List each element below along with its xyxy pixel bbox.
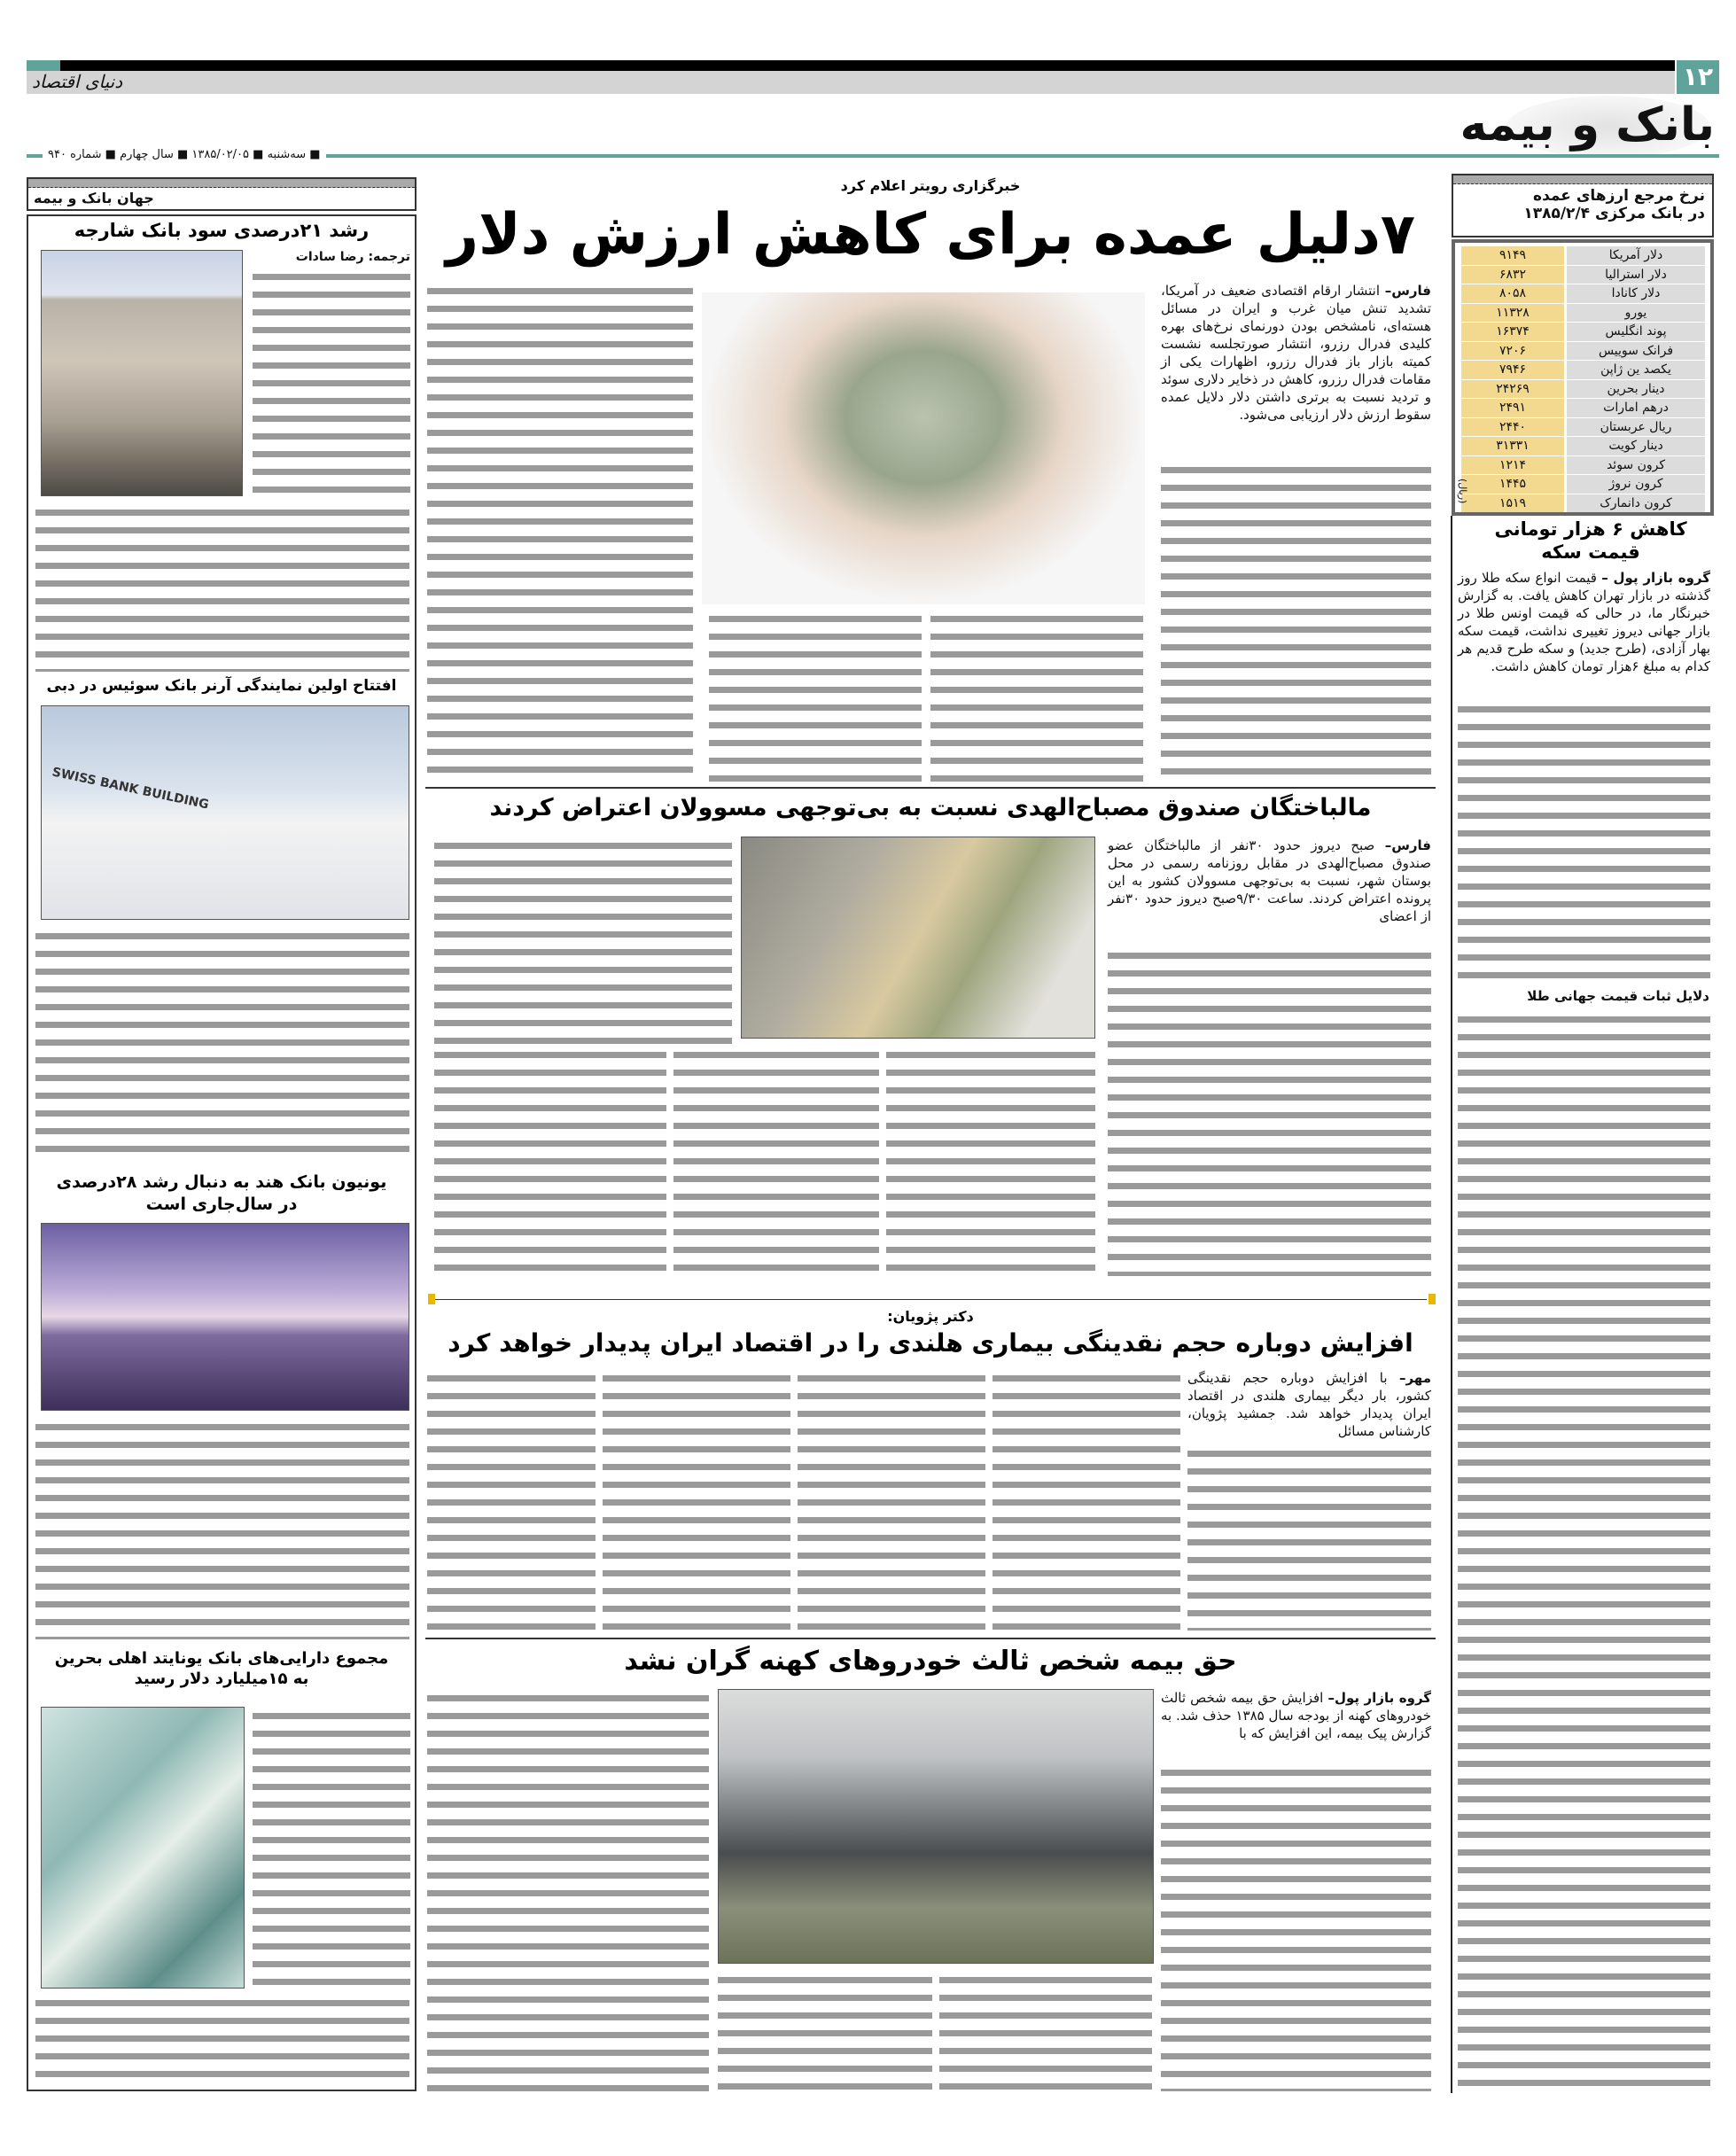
mesbah-lead (1108, 837, 1431, 925)
currency-row (1460, 246, 1705, 265)
mesbah-body-col5 (434, 1046, 666, 1276)
page-number: ۱۲ (1677, 60, 1719, 94)
coin-headline: کاهش ۶ هزار تومانی قیمت سکه (1494, 518, 1687, 563)
mesbah-lead-source: فارس– (1384, 837, 1431, 853)
world-a1-byline: ترجمه: رضا سادات (295, 250, 410, 264)
coin-body-text (1458, 700, 1710, 988)
sharjah-bank-building-photo (41, 250, 243, 496)
section-title: بانک و بیمه (1460, 98, 1715, 152)
insurance-body-col1 (1161, 1763, 1431, 2091)
world-a2-headline: افتتاح اولین نمایندگی آرنر بانک سوئیس در دبی (46, 677, 397, 695)
currency-value: ۱۲۱۴ (1461, 456, 1564, 475)
coin-lead (1458, 569, 1710, 675)
swiss-bank-building-photo (41, 705, 409, 920)
main-lead-source: فارس– (1384, 283, 1431, 299)
liquidity-top-rule (434, 1299, 1427, 1300)
world-a4-body (253, 1707, 410, 1989)
currency-row (1460, 437, 1705, 455)
liquidity-body-col4 (603, 1369, 790, 1631)
currency-name: فرانک سوییس (1567, 342, 1705, 361)
currency-name: دلار آمریکا (1567, 246, 1705, 265)
world-a3-body (35, 1418, 409, 1639)
main-body-col4 (427, 282, 693, 784)
insurance-top-rule (425, 1638, 1436, 1639)
issue-line: ■ سه‌شنبه ■ ۱۳۸۵/۰۲/۰۵ ■ سال چهارم ■ شماره ۹۴۰ (43, 146, 326, 164)
currency-row (1460, 456, 1705, 475)
world-section-header (27, 177, 416, 211)
mesbah-headline: مالباختگان صندوق مصباح‌الهدی نسبت به بی‌توجهی مسوولان اعتراض کردند (489, 794, 1372, 821)
liquidity-lead-text-2: جمشید پژویان، کارشناس مسائل (1187, 1405, 1431, 1439)
dollar-bills-photo (702, 292, 1145, 604)
liquidity-kicker: دکتر پژویان: (887, 1308, 974, 1325)
insurance-lead-text-2: به گزارش پیک بیمه، این افزایش که با (1161, 1708, 1431, 1741)
mesbah-body-col1 (1108, 946, 1431, 1276)
currency-row (1460, 323, 1705, 341)
mesbah-body-col2 (886, 1046, 1095, 1276)
currency-name: ریال عربستان (1567, 418, 1705, 437)
mesbah-top-rule (425, 787, 1436, 789)
currency-unit: (ریال) (1457, 478, 1468, 503)
currency-row (1460, 494, 1705, 513)
currency-row (1460, 380, 1705, 399)
world-section-title: جهان بانک و بیمه (34, 190, 154, 206)
swiss-bank-sign: SWISS BANK BUILDING (51, 765, 211, 813)
coin-lead-source: گروه بازار پول – (1601, 570, 1710, 586)
insurance-body-col4 (427, 1689, 709, 2091)
mesbah-lead-text-2: ساعت ۹/۳۰صبح دیروز حدود ۳۰نفر از اعضای (1108, 891, 1431, 924)
currency-name: دلار استرالیا (1567, 266, 1705, 284)
main-body-col1 (1161, 461, 1431, 784)
currency-name: یکصد ین ژاپن (1567, 361, 1705, 379)
currency-name: درهم امارات (1567, 399, 1705, 417)
liquidity-lead (1187, 1369, 1431, 1440)
currency-value: ۳۱۳۳۱ (1461, 437, 1564, 455)
currency-name: پوند انگلیس (1567, 323, 1705, 341)
currency-row (1460, 342, 1705, 361)
mesbah-body-col4 (434, 837, 732, 1046)
currency-row (1460, 475, 1705, 494)
main-kicker: خبرگزاری رویتر اعلام کرد (840, 177, 1021, 194)
liquidity-body-col3 (798, 1369, 985, 1631)
currency-row (1460, 304, 1705, 323)
currency-value: ۲۴۹۱ (1461, 399, 1564, 417)
old-cars-photo (718, 1689, 1154, 1964)
world-a4-body-2 (35, 1994, 409, 2082)
currency-title-line2: در بانک مرکزی ۱۳۸۵/۲/۴ (1523, 205, 1705, 222)
coin-subhead: دلایل ثبات قیمت جهانی طلا (1527, 988, 1709, 1004)
currency-name: دینار کویت (1567, 437, 1705, 455)
currency-value: ۱۱۳۲۸ (1461, 304, 1564, 323)
insurance-lead-text: افزایش حق بیمه شخص ثالث خودروهای کهنه از بودجه سال ۱۳۸۵ حذف شد. (1161, 1690, 1431, 1724)
main-headline: ۷دلیل عمده برای کاهش ارزش دلار (446, 202, 1415, 268)
world-a1-headline: رشد ۲۱درصدی سود بانک شارجه (74, 220, 370, 241)
masthead-grey-bar (27, 71, 1675, 94)
currency-table (1452, 239, 1714, 516)
insurance-body-col2 (939, 1971, 1152, 2091)
world-a2-body (35, 927, 409, 1153)
bahrain-bank-interior-photo (41, 1707, 245, 1989)
currency-row (1460, 266, 1705, 284)
coin-lead-text: قیمت انواع سکه طلا روز گذشته در بازار تهران کاهش یافت. به گزارش خبرنگار ما، در حالی که قیمت اونس طلا در بازار جهانی دیروز تغییری نداشت، قیمت سکه بهار آزادی، (طرح جدید) و سکه طرح قدیم هر کدام به مبلغ ۶هزار تومان کاهش داشت. (1458, 570, 1710, 674)
newspaper-logo: دنیای اقتصاد (32, 71, 123, 92)
world-a1-body-2 (35, 503, 409, 672)
currency-name: کرون سوئد (1567, 456, 1705, 475)
currency-row (1460, 399, 1705, 417)
currency-value: ۱۴۴۵ (1461, 475, 1564, 494)
insurance-lead-source: گروه بازار پول– (1327, 1690, 1431, 1706)
mesbah-body-col3 (673, 1046, 879, 1276)
currency-value: ۷۹۴۶ (1461, 361, 1564, 379)
currency-value: ۱۵۱۹ (1461, 494, 1564, 513)
currency-row (1460, 284, 1705, 303)
currency-row (1460, 418, 1705, 437)
currency-name: کرون نروژ (1567, 475, 1705, 494)
currency-name: کرون دانمارک (1567, 494, 1705, 513)
currency-title-line1: نرخ مرجع ارزهای عمده (1533, 187, 1705, 205)
top-black-bar (27, 60, 1675, 71)
top-teal-accent (27, 60, 60, 71)
right-column-rule (1451, 516, 1452, 2093)
liquidity-body-col5 (427, 1369, 596, 1631)
main-lead (1161, 282, 1431, 424)
currency-name: دینار بحرین (1567, 380, 1705, 399)
rule-marker-right (1429, 1294, 1436, 1304)
world-a1-body (253, 268, 410, 498)
currency-value: ۲۴۴۰ (1461, 418, 1564, 437)
main-body-col3 (709, 610, 922, 783)
liquidity-body-col2 (993, 1369, 1180, 1631)
taj-mahal-photo (41, 1223, 409, 1411)
insurance-headline: حق بیمه شخص ثالث خودروهای کهنه گران نشد (624, 1646, 1237, 1677)
liquidity-headline: افزایش دوباره حجم نقدینگی بیماری هلندی را در اقتصاد ایران پدیدار خواهد کرد (448, 1328, 1413, 1358)
currency-value: ۹۱۴۹ (1461, 246, 1564, 265)
insurance-lead (1161, 1689, 1431, 1742)
rule-marker-left (428, 1294, 435, 1304)
world-a3-headline: یونیون بانک هند به دنبال رشد ۲۸درصدی در سال‌جاری است (56, 1172, 387, 1214)
liquidity-lead-text: با افزایش دوباره حجم نقدینگی کشور، بار دیگر بیماری هلندی در اقتصاد ایران پدیدار خواهد شد. (1187, 1370, 1431, 1421)
world-a4-headline: مجموع دارایی‌های بانک یونایتد اهلی بحرین به ۱۵میلیارد دلار رسید (54, 1649, 389, 1688)
main-lead-text: انتشار ارقام اقتصادی ضعیف در آمریکا، تشدید تنش میان غرب و ایران در مسائل هسته‌ای، نامشخص بودن دورنمای نرخ‌های بهره کلیدی فدرال رزرو، انتشار صورتجلسه نشست کمیته بازار باز فدرال رزرو، اظهارات یکی از مقامات فدرال رزرو، کاهش در ذخایر دلاری سوئد و تردید نسبت به برتری داشتن دلار دلایل عمده سقوط ارزش دلار ارزیابی می‌شود. (1161, 283, 1431, 423)
main-body-col2 (930, 610, 1143, 783)
currency-value: ۱۶۳۷۴ (1461, 323, 1564, 341)
currency-row (1460, 361, 1705, 379)
currency-name: دلار کانادا (1567, 284, 1705, 303)
coin-body-text-2 (1458, 1010, 1710, 2091)
currency-name: یورو (1567, 304, 1705, 323)
liquidity-body-col1 (1187, 1444, 1431, 1631)
liquidity-lead-source: مهر– (1398, 1370, 1431, 1386)
money-counting-photo (741, 837, 1095, 1039)
currency-table-box (1452, 174, 1714, 237)
insurance-body-col3 (718, 1971, 932, 2091)
currency-value: ۶۸۳۲ (1461, 266, 1564, 284)
currency-value: ۷۲۰۶ (1461, 342, 1564, 361)
currency-value: ۲۴۲۶۹ (1461, 380, 1564, 399)
mesbah-lead-text: صبح دیروز حدود ۳۰نفر از مالباختگان عضو صندوق مصباح‌الهدی در مقابل روزنامه رسمی در محل بوستان شهر، نسبت به بی‌توجهی مسوولان کشور به این پرونده اعتراض کردند. (1108, 837, 1431, 907)
currency-value: ۸۰۵۸ (1461, 284, 1564, 303)
